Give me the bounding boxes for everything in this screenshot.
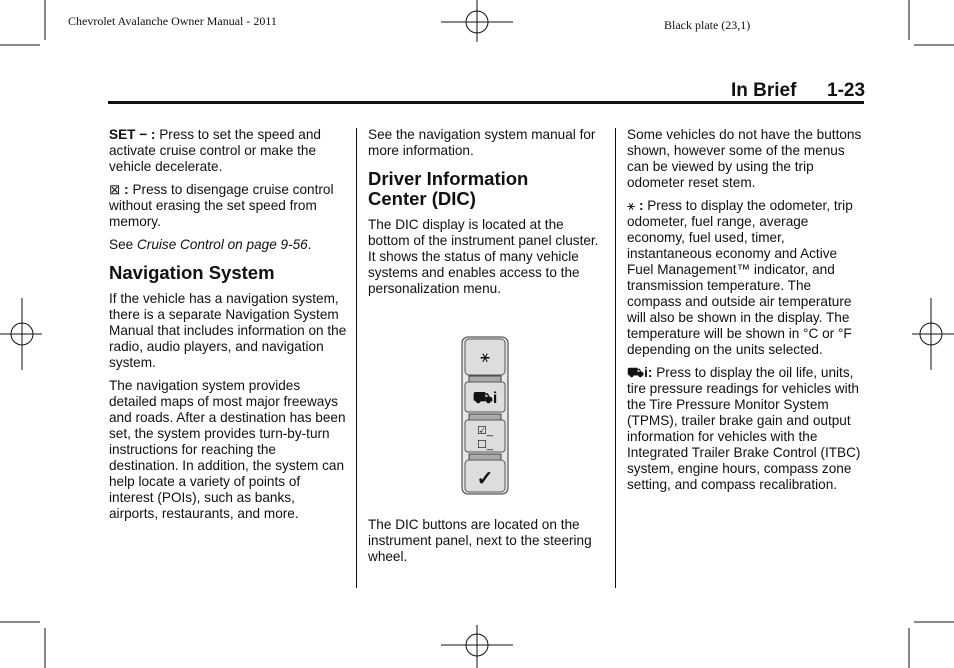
svg-text:⛟i: ⛟i	[472, 390, 498, 407]
trip-label: :	[638, 198, 644, 213]
column-3	[627, 127, 865, 500]
registration-mark-bottom	[441, 625, 513, 668]
see-prefix: See	[109, 237, 137, 252]
dic-paragraph-2: The DIC buttons are located on the instrument panel, next to the steering wheel.	[368, 517, 592, 564]
set-minus-label: SET − :	[109, 127, 156, 142]
cruise-control-link[interactable]: Cruise Control on page 9-56	[136, 237, 308, 252]
column-divider	[615, 128, 616, 588]
registration-mark-left	[0, 298, 42, 370]
svg-text:✓: ✓	[476, 468, 494, 490]
vehicle-label: :	[647, 365, 653, 380]
column-divider	[356, 128, 357, 588]
trip-odometer-icon: ⚹	[627, 198, 636, 213]
nav-manual-paragraph: See the navigation system manual for more information.	[368, 127, 596, 158]
nav-paragraph-1: If the vehicle has a navigation system, there is a separate Navigation System Manual that includes information on the radio, audio players, and navigation system.	[109, 291, 347, 370]
dic-buttons-illustration	[461, 336, 509, 495]
set-minus-text: Press to set the speed and activate cruise control or make the vehicle decelerate.	[109, 127, 321, 174]
svg-text:☐_: ☐_	[477, 439, 493, 451]
dic-heading: Driver Information Center (DIC)	[368, 168, 529, 209]
column-1	[109, 127, 347, 529]
period: .	[307, 237, 312, 252]
cancel-icon: ⊠	[109, 182, 121, 197]
print-header-plate: Black plate (23,1)	[664, 18, 751, 32]
dic-paragraph-1: The DIC display is located at the bottom of the instrument panel cluster. It shows the status of many vehicle systems and enables access to the personalization menu.	[368, 217, 599, 296]
vehicle-info-icon: ⛟i	[627, 365, 648, 380]
cancel-label: :	[124, 182, 129, 197]
page-number: 1-23	[827, 80, 866, 101]
svg-text:☑_: ☑_	[477, 425, 493, 437]
header-rule	[108, 101, 864, 104]
svg-text:⚹: ⚹	[480, 349, 490, 366]
nav-paragraph-2: The navigation system provides detailed maps of most major freeways and roads. After a destination has been set, the system provides turn-by-turn instructions for reaching the destination. In addition, the system can help locate a variety of points of interest (POIs), such as banks, airports, restaurants, and more.	[109, 378, 346, 521]
trip-text: Press to display the odometer, trip odometer, fuel range, average economy, fuel used, timer, instantaneous economy and Active Fuel Management™ indicator, and transmission temperature. The compass and outside air temperature will also be shown in the display. The temperature will be shown in °C or °F depending on the units selected.	[627, 198, 853, 357]
vehicle-text: Press to display the oil life, units, tire pressure readings for vehicles with the Tire Pressure Monitor System (TPMS), trailer brake gain and output information for vehicles with the Integrated Trailer Brake Control (ITBC) system, engine hours, compass zone setting, and compass recalibration.	[627, 365, 861, 492]
dic-buttons-note: Some vehicles do not have the buttons shown, however some of the menus can be viewed by using the trip odometer reset stem.	[627, 127, 862, 190]
print-header-title: Chevrolet Avalanche Owner Manual - 2011	[68, 14, 277, 28]
registration-mark-right	[912, 298, 954, 370]
cancel-text: Press to disengage cruise control without erasing the set speed from memory.	[109, 182, 334, 229]
section-title: In Brief	[731, 80, 797, 101]
navigation-heading: Navigation System	[109, 262, 275, 283]
registration-mark-top	[441, 0, 513, 42]
